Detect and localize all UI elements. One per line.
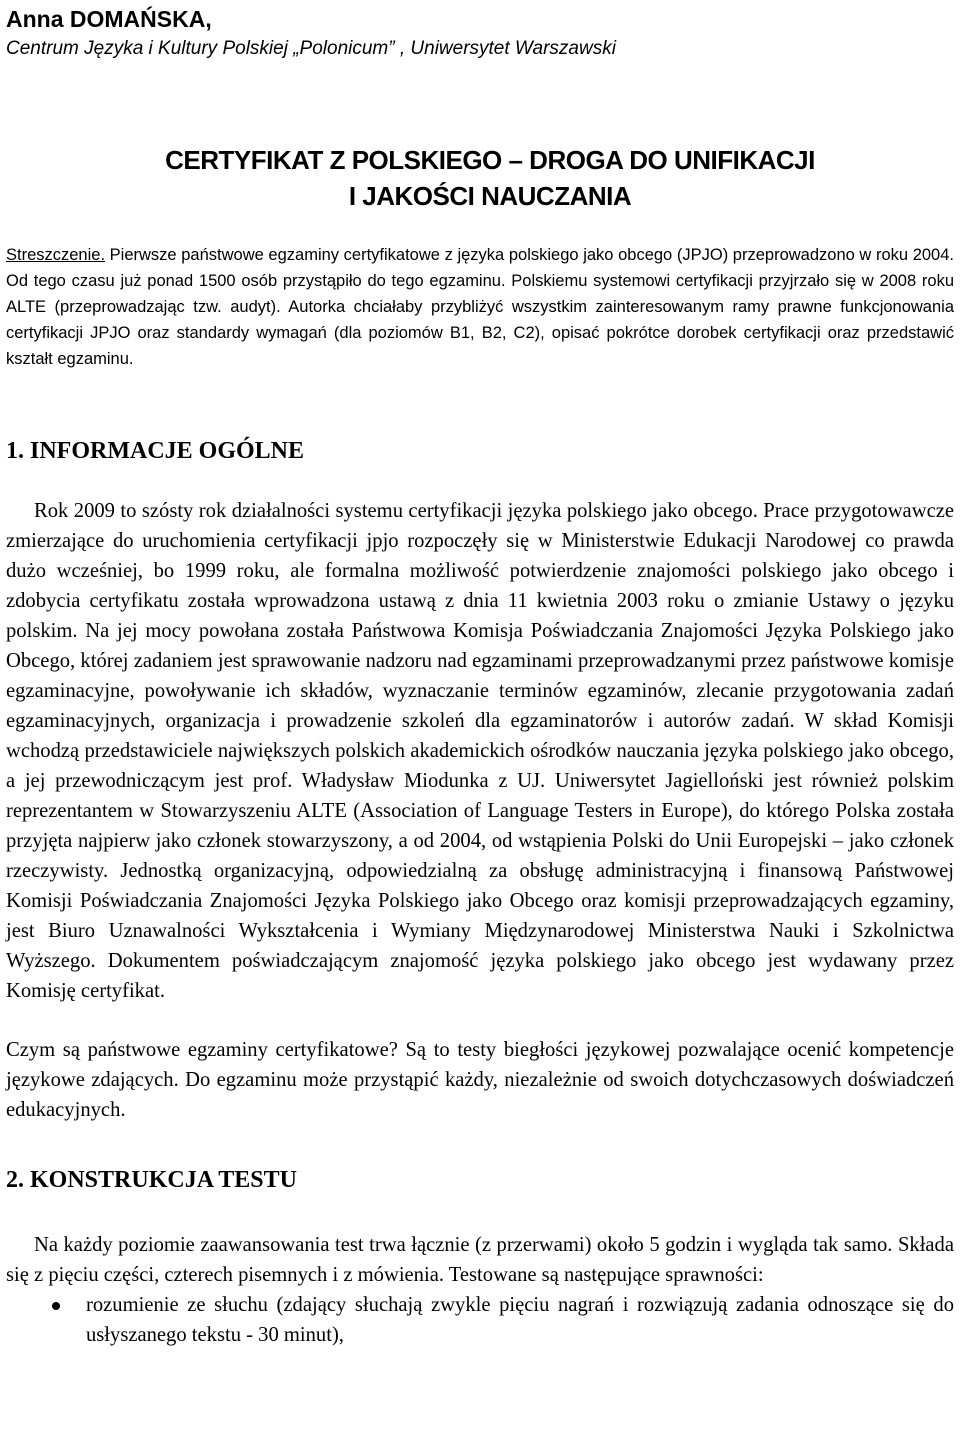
abstract-lead: Streszczenie. [6, 246, 106, 264]
section-2-paragraph-1: Na każdy poziomie zaawansowania test trwa łącznie (z przerwami) około 5 godzin i wygląda tak samo. Składa się z pięciu części, czterech pisemnych i z mówienia. Testowane są następujące sprawności: [6, 1234, 954, 1286]
document-page [0, 4, 960, 1448]
article-title-line-2: I JAKOŚCI NAUCZANIA [348, 181, 632, 211]
section-1-heading: 1. INFORMACJE OGÓLNE [6, 438, 305, 464]
article-title-line-1: CERTYFIKAT Z POLSKIEGO – DROGA DO UNIFIKACJI [165, 145, 815, 175]
skills-list [6, 1290, 954, 1350]
author-name: Anna DOMAŃSKA, [6, 6, 212, 32]
list-item [86, 1290, 954, 1350]
abstract-text: Pierwsze państwowe egzaminy certyfikatowe z języka polskiego jako obcego (JPJO) przeprowadzono w roku 2004. Od tego czasu już ponad 1500 osób przystąpiło do tego egzaminu. Polskiemu systemowi certyfikacji przyjrzało się w 2008 roku ALTE (przeprowadzając tzw. audyt). Autorka chciałaby przybliżyć wszystkim zainteresowanym ramy prawne funkcjonowania certyfikacji JPJO oraz standardy wymagań (dla poziomów B1, B2, C2), opisać pokrótce dorobek certyfikacji oraz przedstawić kształt egzaminu. [6, 246, 954, 368]
section-1-paragraph-1: Rok 2009 to szósty rok działalności systemu certyfikacji języka polskiego jako obcego. Prace przygotowawcze zmierzające do uruchomienia certyfikacji jpjo rozpoczęły się w Ministerstwie Edukacji Narodowej co prawda dużo wcześniej, bo 1999 roku, ale formalna możliwość potwierdzenie znajomości polskiego jako obcego i zdobycia certyfikatu została wprowadzona ustawą z dnia 11 kwietnia 2003 roku o zmianie Ustawy o języku polskim. Na jej mocy powołana została Państwowa Komisja Poświadczania Znajomości Języka Polskiego jako Obcego, której zadaniem jest sprawowanie nadzoru nad egzaminami przeprowadzanymi przez państwowe komisje egzaminacyjne, powoływanie ich składów, wyznaczanie terminów egzaminów, zlecanie przygotowania zadań egzaminacyjnych, organizacja i prowadzenie szkoleń dla egzaminatorów i autorów zadań. W skład Komisji wchodzą przedstawiciele największych polskich akademickich ośrodków nauczania języka polskiego jako obcego, a jej przewodniczącym jest prof. Władysław Miodunka z UJ. Uniwersytet Jagielloński jest również polskim reprezentantem w Stowarzyszeniu ALTE (Association of Language Testers in Europe), do którego Polska została przyjęta najpierw jako członek stowarzyszony, a od 2004, od wstąpienia Polski do Unii Europejski – jako członek rzeczywisty. Jednostką organizacyjną, odpowiedzialną za obsługę administracyjną i finansową Państwowej Komisji Poświadczania Znajomości Języka Polskiego jako Obcego oraz komisji przeprowadzających egzaminy, jest Biuro Uznawalności Wykształcenia i Wymiany Międzynarodowej Ministerstwa Nauki i Szkolnictwa Wyższego. Dokumentem poświadczającym znajomość języka polskiego jako obcego jest wydawany przez Komisję certyfikat. [6, 500, 954, 1002]
section-1-paragraph-2: Czym są państwowe egzaminy certyfikatowe? Są to testy biegłości językowej pozwalające ocenić kompetencje językowe zdających. Do egzaminu może przystąpić każdy, niezależnie od swoich dotychczasowych doświadczeń edukacyjnych. [6, 1039, 954, 1121]
article-title [6, 142, 954, 214]
list-item-text: rozumienie ze słuchu (zdający słuchają zwykle pięciu nagrań i rozwiązują zadania odnoszące się do usłyszanego tekstu - 30 minut), [86, 1294, 954, 1346]
section-2-heading: 2. KONSTRUKCJA TESTU [6, 1167, 297, 1193]
abstract [6, 242, 954, 372]
bullet-icon [52, 1302, 60, 1310]
author-affiliation: Centrum Języka i Kultury Polskiej „Polonicum” , Uniwersytet Warszawski [6, 38, 616, 59]
